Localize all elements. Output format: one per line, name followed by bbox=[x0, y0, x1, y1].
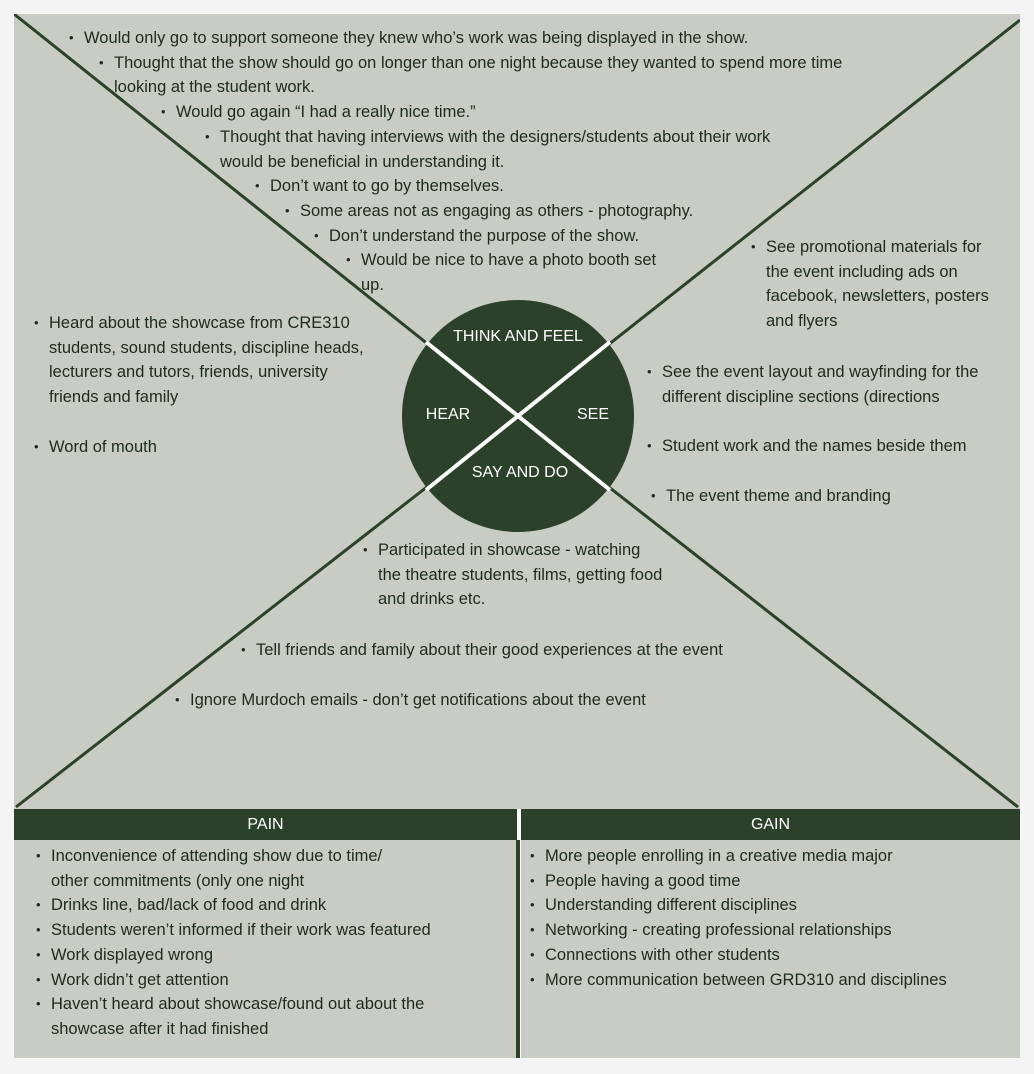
bullet-line: • Drinks line, bad/lack of food and drink bbox=[51, 896, 327, 915]
bullet-line: • See promotional materials for bbox=[766, 238, 982, 256]
bullet-item bbox=[750, 235, 989, 334]
pain-list bbox=[35, 844, 431, 1042]
think-feel-notes bbox=[14, 26, 842, 298]
bullet-line: • Understanding different disciplines bbox=[545, 896, 797, 915]
bullet-line: the theatre students, films, getting food bbox=[378, 565, 663, 584]
bullet-item bbox=[33, 311, 364, 410]
bullet-line: lecturers and tutors, friends, university bbox=[49, 363, 328, 382]
bullet-line: other commitments (only one night bbox=[51, 871, 305, 890]
bullet-item bbox=[529, 918, 947, 943]
bullet-line: • See the event layout and wayfinding for the bbox=[662, 363, 979, 381]
bullet-line: • Work displayed wrong bbox=[51, 945, 214, 964]
bullet-item bbox=[35, 844, 431, 893]
think-feel-label: THINK AND FEEL bbox=[453, 328, 583, 345]
bullet-item bbox=[529, 968, 947, 993]
bullet-line: • Word of mouth bbox=[49, 437, 157, 456]
hear-label: HEAR bbox=[425, 406, 471, 423]
bullet-line: • Thought that having interviews with the designers/students about their work bbox=[220, 127, 771, 146]
bullet-line: • Participated in showcase - watching bbox=[378, 541, 641, 559]
bullet-line: up. bbox=[361, 276, 384, 295]
bullet-item bbox=[35, 893, 431, 918]
say-do-label: SAY AND DO bbox=[471, 464, 569, 481]
bullet-item bbox=[529, 844, 947, 869]
gain-header: GAIN bbox=[521, 809, 1020, 840]
bullet-line: • Don’t understand the purpose of the show. bbox=[329, 226, 640, 245]
bullet-line: • The event theme and branding bbox=[666, 487, 891, 505]
bullet-line: • Would go again “I had a really nice time.” bbox=[176, 103, 476, 122]
bullet-line: • Heard about the showcase from CRE310 bbox=[49, 314, 350, 332]
bullet-line: • Would only go to support someone they knew who’s work was being displayed in the show. bbox=[84, 29, 749, 47]
bullet-line: looking at the student work. bbox=[114, 78, 315, 97]
bullet-line: • Students weren’t informed if their work was featured bbox=[51, 921, 431, 940]
bullet-line: showcase after it had finished bbox=[51, 1019, 269, 1038]
bullet-line: • Work didn’t get attention bbox=[51, 970, 229, 989]
bullet-item bbox=[204, 125, 842, 174]
gain-list bbox=[529, 844, 947, 992]
bullet-item bbox=[174, 688, 646, 713]
bullet-line: • Networking - creating professional relationships bbox=[545, 921, 892, 940]
bullet-line: • Thought that the show should go on longer than one night because they wanted to spend more time bbox=[114, 53, 843, 72]
bullet-item bbox=[35, 992, 431, 1041]
bullet-line: and flyers bbox=[766, 312, 838, 331]
bullet-line: • More communication between GRD310 and disciplines bbox=[545, 970, 947, 989]
bullet-line: facebook, newsletters, posters bbox=[766, 287, 989, 306]
bullet-item bbox=[35, 918, 431, 943]
bullet-line: • More people enrolling in a creative media major bbox=[545, 847, 893, 865]
see-label: SEE bbox=[576, 406, 610, 423]
bullet-item bbox=[68, 26, 842, 51]
bullet-item bbox=[240, 638, 723, 663]
bullet-line: • People having a good time bbox=[545, 871, 741, 890]
bullet-line: • Student work and the names beside them bbox=[662, 437, 967, 455]
bullet-line: • Ignore Murdoch emails - don’t get notifications about the event bbox=[190, 691, 646, 709]
pain-gain-divider bbox=[516, 840, 520, 1058]
pain-header: PAIN bbox=[14, 809, 517, 840]
bullet-line: students, sound students, discipline heads, bbox=[49, 338, 364, 357]
bullet-line: • Haven’t heard about showcase/found out about the bbox=[51, 995, 425, 1014]
bullet-line: and drinks etc. bbox=[378, 590, 486, 609]
bullet-line: different discipline sections (directions bbox=[662, 387, 940, 406]
bullet-line: the event including ads on bbox=[766, 262, 958, 281]
bullet-item bbox=[646, 360, 978, 409]
bullet-item bbox=[98, 51, 842, 100]
bullet-item bbox=[650, 484, 891, 509]
bullet-item bbox=[284, 199, 842, 224]
bullet-line: • Inconvenience of attending show due to time/ bbox=[51, 847, 383, 865]
bullet-item bbox=[529, 893, 947, 918]
bullet-item bbox=[362, 538, 662, 612]
bullet-line: • Don’t want to go by themselves. bbox=[270, 177, 504, 196]
bullet-line: • Would be nice to have a photo booth set bbox=[361, 251, 657, 270]
bullet-line: • Tell friends and family about their good experiences at the event bbox=[256, 641, 723, 659]
bullet-line: • Connections with other students bbox=[545, 945, 780, 964]
bullet-line: • Some areas not as engaging as others - photography. bbox=[300, 201, 694, 220]
bullet-item bbox=[160, 100, 842, 125]
bullet-item bbox=[529, 869, 947, 894]
bullet-item bbox=[33, 435, 364, 460]
empathy-map-canvas bbox=[14, 14, 1020, 1058]
bullet-item bbox=[254, 174, 842, 199]
bullet-item bbox=[35, 968, 431, 993]
hear-notes bbox=[33, 311, 364, 460]
bullet-line: friends and family bbox=[49, 388, 179, 407]
bullet-item bbox=[529, 943, 947, 968]
bullet-item bbox=[646, 434, 967, 459]
bullet-item bbox=[35, 943, 431, 968]
bullet-line: would be beneficial in understanding it. bbox=[220, 152, 505, 171]
